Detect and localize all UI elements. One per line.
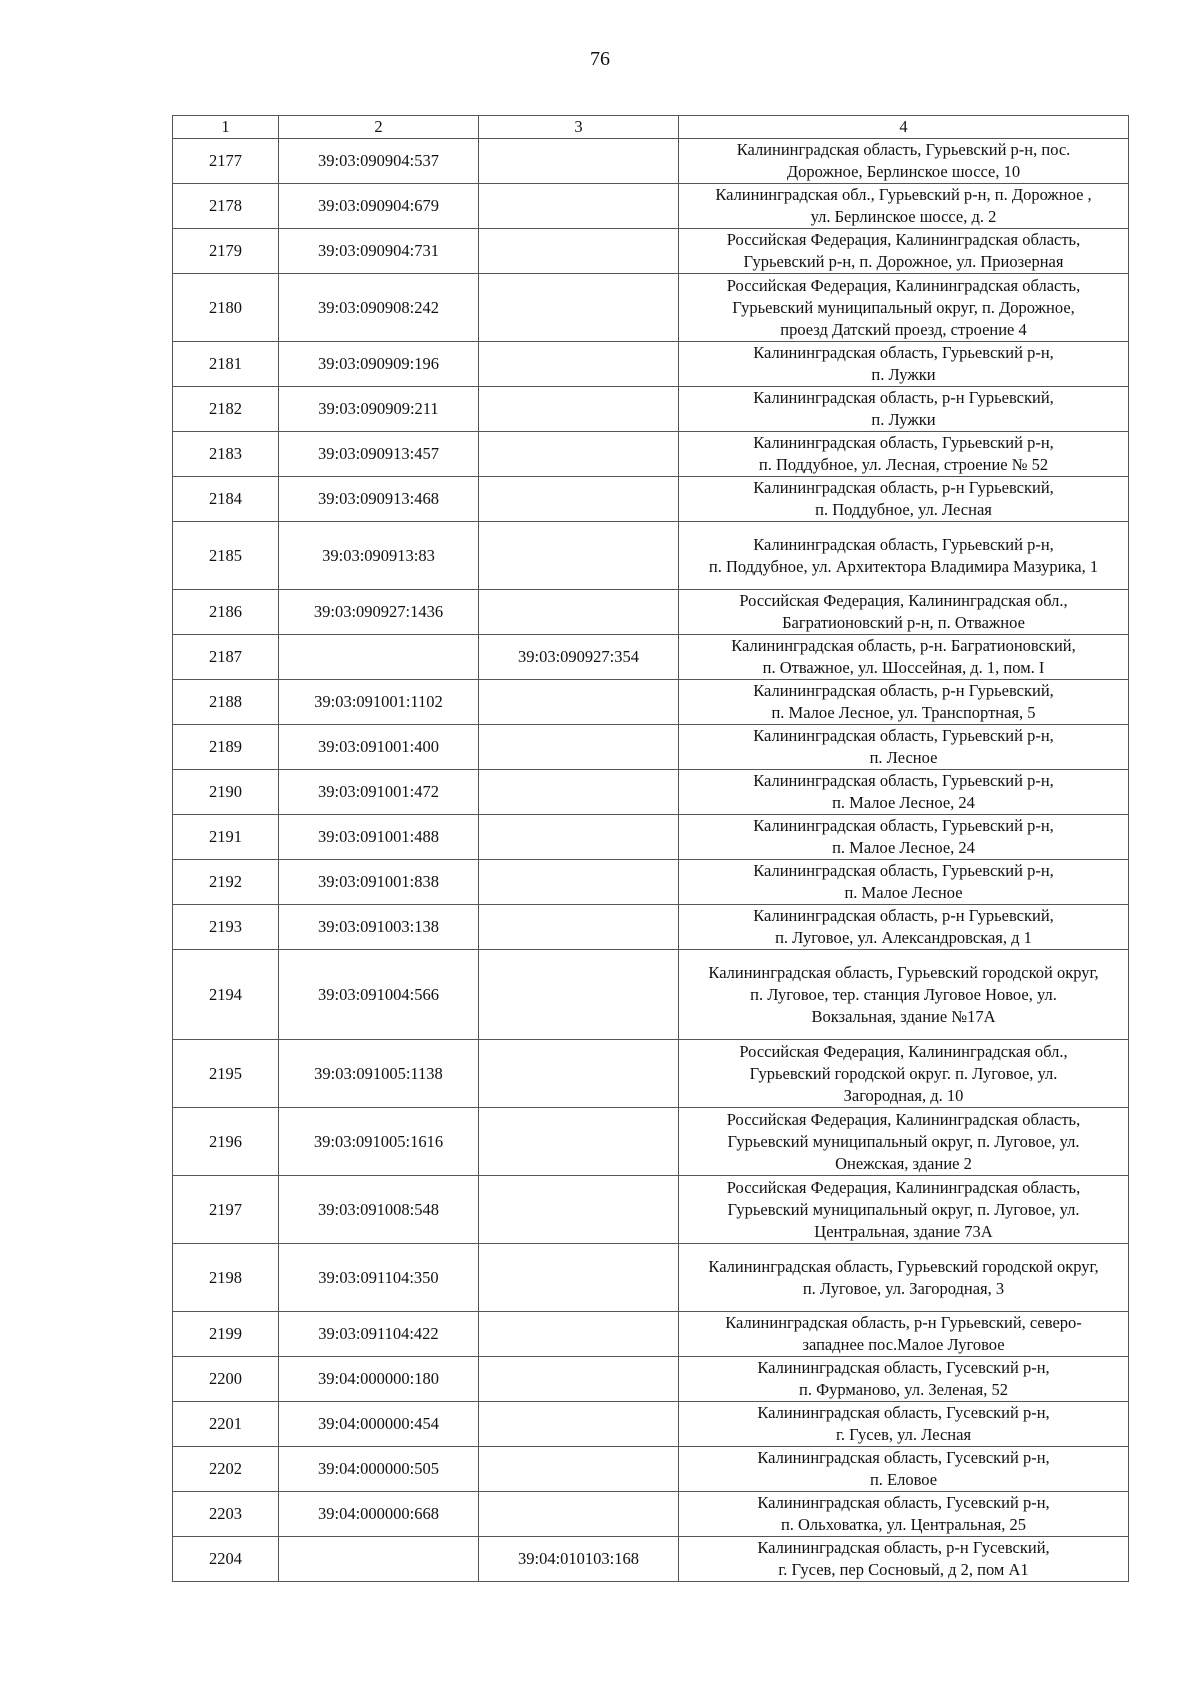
- address-cell: [679, 1402, 1129, 1447]
- related-cadastral-number-cell: [479, 387, 679, 432]
- address-line: г. Гусев, ул. Лесная: [835, 1425, 972, 1444]
- related-cadastral-number-cell: [479, 680, 679, 725]
- cadastral-number-cell: 39:04:000000:505: [279, 1447, 479, 1492]
- address-line: Калининградская область, р-н Гурьевский,: [753, 681, 1054, 700]
- related-cadastral-number-cell: [479, 477, 679, 522]
- table-row: [173, 432, 1129, 477]
- related-cadastral-number-cell: [479, 522, 679, 590]
- related-cadastral-number-cell: [479, 860, 679, 905]
- address-line: п. Луговое, тер. станция Луговое Новое, ул.: [750, 984, 1057, 1004]
- table-row: [173, 635, 1129, 680]
- address-line: Российская Федерация, Калининградская область,: [726, 1109, 1081, 1129]
- related-cadastral-number-cell: [479, 342, 679, 387]
- row-number-cell: 2187: [173, 635, 279, 680]
- address-cell: [679, 860, 1129, 905]
- table-row: [173, 590, 1129, 635]
- cadastral-number-cell: 39:04:000000:454: [279, 1402, 479, 1447]
- row-number-cell: 2195: [173, 1040, 279, 1108]
- address-line: Гурьевский муниципальный округ, п. Луговое, ул.: [727, 1131, 1080, 1151]
- address-line: Дорожное, Берлинское шоссе, 10: [786, 162, 1021, 181]
- address-line: Гурьевский муниципальный округ, п. Дорожное,: [732, 297, 1075, 317]
- table-row: [173, 274, 1129, 342]
- related-cadastral-number-cell: [479, 1312, 679, 1357]
- address-line: Калининградская область, Гурьевский р-н,: [753, 771, 1054, 790]
- related-cadastral-number-cell: [479, 274, 679, 342]
- table-row: [173, 950, 1129, 1040]
- address-line: г. Гусев, пер Сосновый, д 2, пом А1: [778, 1560, 1029, 1579]
- cadastral-number-cell: 39:03:091005:1616: [279, 1108, 479, 1176]
- address-line: п. Еловое: [869, 1470, 938, 1489]
- address-line: Калининградская область, Гурьевский р-н,: [753, 816, 1054, 835]
- row-number-cell: 2198: [173, 1244, 279, 1312]
- related-cadastral-number-cell: [479, 1040, 679, 1108]
- table-row: [173, 1176, 1129, 1244]
- table-row: [173, 1244, 1129, 1312]
- address-line: Калининградская область, р-н Гурьевский, северо-: [725, 1313, 1082, 1332]
- cadastral-number-cell: 39:03:090913:83: [279, 522, 479, 590]
- address-line: Калининградская область, р-н. Багратионовский,: [731, 636, 1076, 655]
- address-line: Вокзальная, здание №17А: [811, 1006, 996, 1026]
- related-cadastral-number-cell: [479, 1447, 679, 1492]
- table-row: [173, 1312, 1129, 1357]
- table-row: [173, 725, 1129, 770]
- address-line: п. Луговое, ул. Загородная, 3: [802, 1278, 1005, 1298]
- related-cadastral-number-cell: [479, 1176, 679, 1244]
- row-number-cell: 2189: [173, 725, 279, 770]
- cadastral-number-cell: 39:03:091001:472: [279, 770, 479, 815]
- cadastral-number-cell: 39:03:091003:138: [279, 905, 479, 950]
- table-row: [173, 860, 1129, 905]
- address-cell: [679, 905, 1129, 950]
- address-line: Калининградская область, Гурьевский городской округ,: [708, 1256, 1099, 1276]
- cadastral-number-cell: 39:03:090904:731: [279, 229, 479, 274]
- table-row: [173, 522, 1129, 590]
- row-number-cell: 2178: [173, 184, 279, 229]
- address-cell: [679, 274, 1129, 342]
- address-line: Калининградская область, Гусевский р-н,: [757, 1403, 1050, 1422]
- cadastral-number-cell: 39:03:091001:488: [279, 815, 479, 860]
- data-table: [172, 115, 1129, 1582]
- cadastral-number-cell: 39:03:090909:196: [279, 342, 479, 387]
- address-line: п. Малое Лесное, 24: [832, 793, 975, 812]
- table-row: [173, 1537, 1129, 1582]
- address-cell: [679, 1312, 1129, 1357]
- address-line: Калининградская область, Гурьевский р-н,: [753, 534, 1054, 554]
- table-row: [173, 1108, 1129, 1176]
- address-line: западнее пос.Малое Луговое: [802, 1335, 1005, 1354]
- row-number-cell: 2193: [173, 905, 279, 950]
- header-cell: 2: [279, 116, 479, 139]
- table-row: [173, 680, 1129, 725]
- address-cell: [679, 1537, 1129, 1582]
- related-cadastral-number-cell: [479, 1402, 679, 1447]
- address-cell: [679, 950, 1129, 1040]
- related-cadastral-number-cell: [479, 184, 679, 229]
- address-cell: [679, 432, 1129, 477]
- address-cell: [679, 1108, 1129, 1176]
- row-number-cell: 2183: [173, 432, 279, 477]
- header-cell: 1: [173, 116, 279, 139]
- address-line: п. Поддубное, ул. Лесная, строение № 52: [758, 455, 1049, 474]
- address-cell: [679, 1447, 1129, 1492]
- cadastral-number-cell: 39:03:090909:211: [279, 387, 479, 432]
- table-row: [173, 184, 1129, 229]
- cadastral-number-cell: 39:03:090913:457: [279, 432, 479, 477]
- cadastral-number-cell: [279, 635, 479, 680]
- address-cell: [679, 590, 1129, 635]
- row-number-cell: 2197: [173, 1176, 279, 1244]
- table-row: [173, 1357, 1129, 1402]
- cadastral-number-cell: 39:03:091001:838: [279, 860, 479, 905]
- row-number-cell: 2185: [173, 522, 279, 590]
- address-line: Калининградская обл., Гурьевский р-н, п. Дорожное ,: [715, 185, 1092, 204]
- address-line: ул. Берлинское шоссе, д. 2: [810, 207, 997, 226]
- address-line: Калининградская область, Гурьевский р-н,: [753, 343, 1054, 362]
- address-line: Калининградская область, Гурьевский р-н,: [753, 726, 1054, 745]
- related-cadastral-number-cell: [479, 770, 679, 815]
- related-cadastral-number-cell: [479, 1244, 679, 1312]
- address-line: п. Луговое, ул. Александровская, д 1: [775, 928, 1032, 947]
- related-cadastral-number-cell: [479, 725, 679, 770]
- address-line: Российская Федерация, Калининградская область,: [726, 230, 1081, 249]
- address-line: Калининградская область, р-н Гусевский,: [757, 1538, 1050, 1557]
- cadastral-number-cell: 39:03:090904:679: [279, 184, 479, 229]
- row-number-cell: 2186: [173, 590, 279, 635]
- row-number-cell: 2194: [173, 950, 279, 1040]
- cadastral-number-cell: 39:03:090927:1436: [279, 590, 479, 635]
- address-line: п. Лесное: [869, 748, 938, 767]
- address-line: Российская Федерация, Калининградская обл.,: [739, 1041, 1068, 1061]
- table-row: [173, 1040, 1129, 1108]
- address-line: Калининградская область, Гусевский р-н,: [757, 1448, 1050, 1467]
- table-row: [173, 387, 1129, 432]
- cadastral-number-cell: 39:03:090908:242: [279, 274, 479, 342]
- row-number-cell: 2204: [173, 1537, 279, 1582]
- address-line: Российская Федерация, Калининградская область,: [726, 275, 1081, 295]
- row-number-cell: 2196: [173, 1108, 279, 1176]
- related-cadastral-number-cell: [479, 950, 679, 1040]
- related-cadastral-number-cell: 39:04:010103:168: [479, 1537, 679, 1582]
- cadastral-number-cell: 39:03:091004:566: [279, 950, 479, 1040]
- address-line: п. Лужки: [871, 365, 936, 384]
- address-line: Калининградская область, р-н Гурьевский,: [753, 906, 1054, 925]
- row-number-cell: 2188: [173, 680, 279, 725]
- address-cell: [679, 815, 1129, 860]
- address-cell: [679, 770, 1129, 815]
- address-line: Калининградская область, Гурьевский р-н,: [753, 861, 1054, 880]
- address-line: Загородная, д. 10: [843, 1085, 964, 1105]
- address-line: п. Малое Лесное, ул. Транспортная, 5: [771, 703, 1036, 722]
- row-number-cell: 2202: [173, 1447, 279, 1492]
- address-cell: [679, 1040, 1129, 1108]
- address-line: Калининградская область, Гурьевский р-н, пос.: [736, 140, 1071, 159]
- row-number-cell: 2192: [173, 860, 279, 905]
- address-line: Российская Федерация, Калининградская обл.,: [739, 591, 1068, 610]
- address-line: Гурьевский р-н, п. Дорожное, ул. Приозерная: [743, 252, 1064, 271]
- address-cell: [679, 184, 1129, 229]
- row-number-cell: 2179: [173, 229, 279, 274]
- address-cell: [679, 1176, 1129, 1244]
- related-cadastral-number-cell: [479, 139, 679, 184]
- cadastral-number-cell: 39:04:000000:668: [279, 1492, 479, 1537]
- cadastral-number-cell: 39:03:091001:400: [279, 725, 479, 770]
- address-line: проезд Датский проезд, строение 4: [780, 319, 1027, 339]
- address-cell: [679, 1357, 1129, 1402]
- address-cell: [679, 229, 1129, 274]
- address-line: п. Фурманово, ул. Зеленая, 52: [799, 1380, 1008, 1399]
- row-number-cell: 2182: [173, 387, 279, 432]
- row-number-cell: 2180: [173, 274, 279, 342]
- page-number: 76: [590, 48, 610, 70]
- cadastral-number-cell: 39:03:091005:1138: [279, 1040, 479, 1108]
- address-line: п. Отважное, ул. Шоссейная, д. 1, пом. I: [762, 658, 1045, 677]
- address-cell: [679, 477, 1129, 522]
- address-line: Калининградская область, р-н Гурьевский,: [753, 478, 1054, 497]
- table-row: [173, 815, 1129, 860]
- related-cadastral-number-cell: [479, 1357, 679, 1402]
- address-line: Онежская, здание 2: [835, 1153, 972, 1173]
- address-line: п. Поддубное, ул. Лесная: [815, 500, 992, 519]
- row-number-cell: 2181: [173, 342, 279, 387]
- address-line: Калининградская область, Гусевский р-н,: [757, 1358, 1050, 1377]
- row-number-cell: 2190: [173, 770, 279, 815]
- table-row: [173, 770, 1129, 815]
- related-cadastral-number-cell: [479, 229, 679, 274]
- row-number-cell: 2191: [173, 815, 279, 860]
- cadastral-number-cell: 39:03:091104:350: [279, 1244, 479, 1312]
- row-number-cell: 2199: [173, 1312, 279, 1357]
- address-cell: [679, 1244, 1129, 1312]
- cadastral-number-cell: 39:03:090904:537: [279, 139, 479, 184]
- table-row: [173, 1402, 1129, 1447]
- related-cadastral-number-cell: [479, 590, 679, 635]
- address-line: Калининградская область, Гурьевский р-н,: [753, 433, 1054, 452]
- table-row: [173, 342, 1129, 387]
- related-cadastral-number-cell: [479, 905, 679, 950]
- table-row: [173, 1447, 1129, 1492]
- table-row: [173, 139, 1129, 184]
- address-line: Российская Федерация, Калининградская область,: [726, 1177, 1081, 1197]
- row-number-cell: 2203: [173, 1492, 279, 1537]
- cadastral-number-cell: 39:03:091008:548: [279, 1176, 479, 1244]
- address-cell: [679, 387, 1129, 432]
- address-line: Багратионовский р-н, п. Отважное: [782, 613, 1025, 632]
- address-line: Калининградская область, Гусевский р-н,: [757, 1493, 1050, 1512]
- address-line: п. Поддубное, ул. Архитектора Владимира Мазурика, 1: [708, 556, 1099, 576]
- table-row: [173, 1492, 1129, 1537]
- related-cadastral-number-cell: [479, 1108, 679, 1176]
- related-cadastral-number-cell: [479, 1492, 679, 1537]
- table-row: [173, 229, 1129, 274]
- address-line: п. Лужки: [871, 410, 936, 429]
- cadastral-number-cell: 39:03:090913:468: [279, 477, 479, 522]
- related-cadastral-number-cell: 39:03:090927:354: [479, 635, 679, 680]
- address-line: п. Малое Лесное, 24: [832, 838, 975, 857]
- table-row: [173, 905, 1129, 950]
- cadastral-number-cell: [279, 1537, 479, 1582]
- header-cell: 4: [679, 116, 1129, 139]
- address-cell: [679, 342, 1129, 387]
- address-cell: [679, 635, 1129, 680]
- address-line: Гурьевский городской округ. п. Луговое, ул.: [749, 1063, 1058, 1083]
- address-line: Калининградская область, р-н Гурьевский,: [753, 388, 1054, 407]
- row-number-cell: 2200: [173, 1357, 279, 1402]
- row-number-cell: 2201: [173, 1402, 279, 1447]
- header-cell: 3: [479, 116, 679, 139]
- related-cadastral-number-cell: [479, 815, 679, 860]
- address-cell: [679, 1492, 1129, 1537]
- row-number-cell: 2177: [173, 139, 279, 184]
- address-line: Центральная, здание 73А: [814, 1221, 993, 1241]
- address-line: п. Малое Лесное: [844, 883, 963, 902]
- address-line: Калининградская область, Гурьевский городской округ,: [708, 962, 1099, 982]
- address-cell: [679, 522, 1129, 590]
- table-header-row: [173, 116, 1129, 139]
- row-number-cell: 2184: [173, 477, 279, 522]
- address-cell: [679, 725, 1129, 770]
- address-cell: [679, 139, 1129, 184]
- cadastral-number-cell: 39:04:000000:180: [279, 1357, 479, 1402]
- address-cell: [679, 680, 1129, 725]
- cadastral-number-cell: 39:03:091104:422: [279, 1312, 479, 1357]
- address-line: Гурьевский муниципальный округ, п. Луговое, ул.: [727, 1199, 1080, 1219]
- table-row: [173, 477, 1129, 522]
- related-cadastral-number-cell: [479, 432, 679, 477]
- cadastral-number-cell: 39:03:091001:1102: [279, 680, 479, 725]
- address-line: п. Ольховатка, ул. Центральная, 25: [780, 1515, 1027, 1534]
